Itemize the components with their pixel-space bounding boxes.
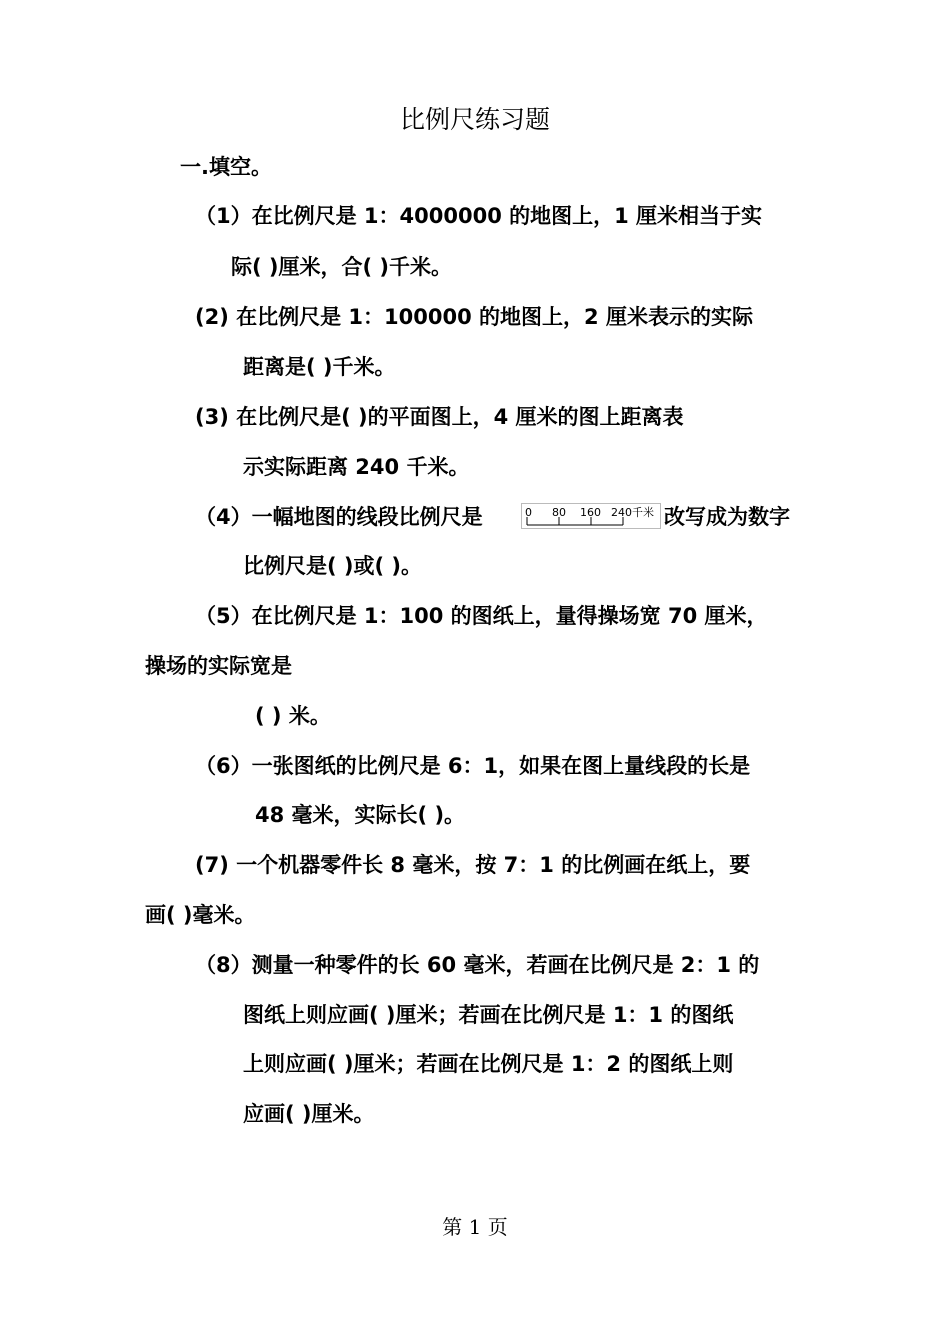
question-8-line-2: 图纸上则应画( )厘米；若画在比例尺是 1：1 的图纸 — [243, 1003, 734, 1027]
question-2-line-1: (2) 在比例尺是 1：100000 的地图上，2 厘米表示的实际 — [195, 305, 753, 329]
question-8-line-3: 上则应画( )厘米；若画在比例尺是 1：2 的图纸上则 — [243, 1052, 734, 1076]
question-4-line-2: 比例尺是( )或( )。 — [243, 554, 423, 578]
scale-tick-0: 0 — [525, 506, 532, 519]
line-scale-bar — [521, 503, 661, 529]
question-8-line-4: 应画( )厘米。 — [243, 1102, 375, 1126]
question-3-line-1: (3) 在比例尺是( )的平面图上，4 厘米的图上距离表 — [195, 405, 684, 429]
question-5-line-2: 操场的实际宽是 — [145, 654, 292, 678]
scale-tick-160: 160 — [580, 506, 601, 519]
question-3-line-2: 示实际距离 240 千米。 — [243, 455, 470, 479]
question-6-line-2: 48 毫米，实际长( )。 — [255, 803, 466, 827]
question-1-line-1: （1）在比例尺是 1：4000000 的地图上，1 厘米相当于实 — [195, 204, 763, 228]
page-title: 比例尺练习题 — [399, 105, 550, 134]
question-4-line-1b: 改写成为数字 — [664, 505, 790, 529]
scale-tick-240: 240 — [611, 506, 632, 519]
scale-unit-label: 千米 — [632, 506, 654, 519]
question-4-line-1a: （4）一幅地图的线段比例尺是 — [195, 505, 483, 529]
question-7-line-2: 画( )毫米。 — [145, 903, 256, 927]
question-5-line-3: ( ) 米。 — [255, 704, 331, 728]
question-2-line-2: 距离是( )千米。 — [243, 355, 396, 379]
question-7-line-1: (7) 一个机器零件长 8 毫米，按 7：1 的比例画在纸上，要 — [195, 853, 751, 877]
question-8-line-1: （8）测量一种零件的长 60 毫米，若画在比例尺是 2：1 的 — [195, 953, 760, 977]
question-6-line-1: （6）一张图纸的比例尺是 6：1，如果在图上量线段的长是 — [195, 754, 751, 778]
scale-tick-80: 80 — [552, 506, 566, 519]
question-5-line-1: （5）在比例尺是 1：100 的图纸上，量得操场宽 70 厘米， — [195, 604, 768, 628]
section-heading: 一.填空。 — [180, 155, 272, 179]
question-1-line-2: 际( )厘米，合( )千米。 — [231, 255, 453, 279]
page-number-footer: 第 1 页 — [442, 1215, 508, 1239]
